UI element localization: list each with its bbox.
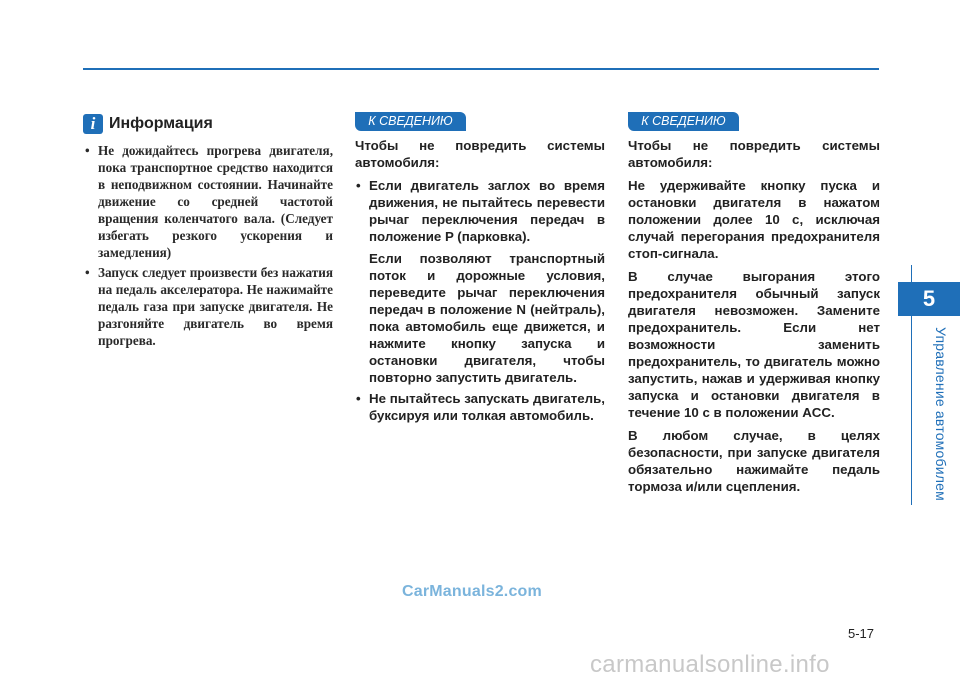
caution-badge: К СВЕДЕНИЮ [355, 112, 466, 131]
watermark-carmanuals2[interactable]: CarManuals2.com [402, 583, 542, 600]
caution-column-1 [355, 112, 605, 428]
caution-paragraph: Не удерживайте кнопку пуска и остановки двигателя в нажатом положении долее 10 с, исключая случай перегорания предохранителя стоп-сигнала. [628, 178, 880, 261]
caution-intro: Чтобы не повредить системы автомобиля: [628, 138, 880, 170]
info-column [83, 112, 333, 352]
caution-badge: К СВЕДЕНИЮ [628, 112, 739, 131]
caution-item-text: • Если двигатель заглох во время движения, не пытайтесь перевести рычаг переключения передач в положение P (парковка). [369, 178, 605, 244]
watermark-carmanualsonline[interactable]: carmanualsonline.info [590, 651, 830, 678]
info-item: • Не дожидайтесь прогрева двигателя, пока транспортное средство находится в неподвижном состоянии. Начинайте движение со средней частотой вращения коленчатого вала. (Следует избегать резкого ускорения и замедления) [83, 142, 333, 261]
info-icon: i [83, 114, 103, 134]
info-item: • Запуск следует произвести без нажатия на педаль акселератора. Не нажимайте педаль газа при запуске двигателя. Не разгоняйте двигатель во время прогрева. [83, 264, 333, 349]
page-number: 5-17 [848, 626, 875, 641]
caution-item [355, 390, 605, 424]
caution-item [355, 177, 605, 386]
chapter-title-vertical: Управление автомобилем [933, 327, 949, 501]
caution-item-text: • Не пытайтесь запускать двигатель, буксируя или толкая автомобиль. [369, 391, 605, 423]
caution-paragraph: В любом случае, в целях безопасности, при запуске двигателя обязательно нажимайте педаль тормоза и/или сцепления. [628, 428, 880, 494]
caution-intro: Чтобы не повредить системы автомобиля: [355, 138, 605, 170]
info-header [83, 112, 333, 136]
info-list [83, 142, 333, 349]
info-title: Информация [109, 115, 213, 132]
caution-list [355, 177, 605, 424]
chapter-number-tab[interactable]: 5 [898, 282, 960, 316]
header-rule [83, 68, 879, 70]
caution-paragraph: В случае выгорания этого предохранителя обычный запуск двигателя невозможен. Замените предохранитель. Если нет возможности заменить предохранитель, то двигатель можно запустить, нажав и удерживая кнопку запуска и остановки двигателя в течение 10 с в положении ACC. [628, 269, 880, 420]
caution-column-2 [628, 112, 880, 501]
caution-item-text: Если позволяют транспортный поток и дорожные условия, переведите рычаг переключения передач в положение N (нейтраль), пока автомобиль еще движется, и нажмите кнопку запуска и остановки двигателя, чтобы повторно запустить двигатель. [369, 251, 605, 385]
